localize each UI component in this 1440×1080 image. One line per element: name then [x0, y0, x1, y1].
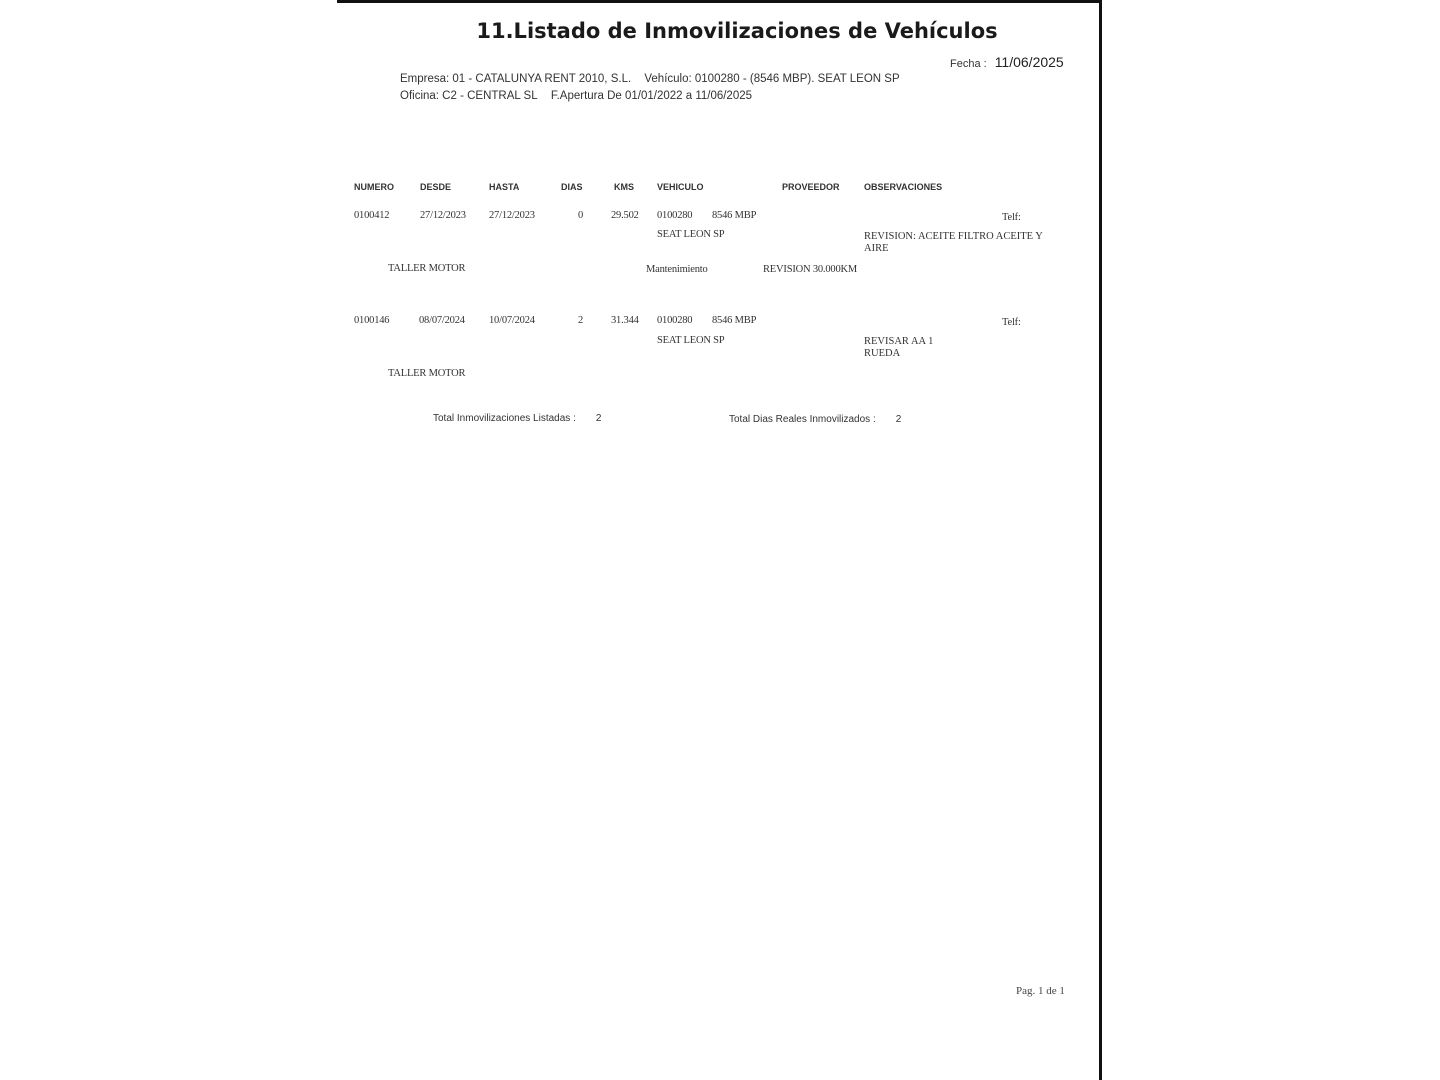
- cell-desde: 08/07/2024: [419, 315, 465, 326]
- col-header-hasta: HASTA: [489, 182, 520, 192]
- col-header-observaciones: OBSERVACIONES: [864, 182, 943, 192]
- cell-numero: 0100146: [354, 315, 390, 326]
- cell-observaciones: REVISAR AA 1 RUEDA: [864, 336, 934, 359]
- total-inmovilizaciones-value: 2: [595, 413, 602, 424]
- col-header-desde: DESDE: [420, 182, 452, 192]
- report-meta-line-2: [400, 90, 762, 102]
- cell-desde: 27/12/2023: [420, 210, 466, 221]
- col-header-vehiculo: VEHICULO: [657, 182, 704, 192]
- cell-motivo: REVISION 30.000KM: [763, 264, 858, 275]
- total-inmovilizaciones: [433, 413, 601, 424]
- cell-observaciones: REVISION: ACEITE FILTRO ACEITE Y AIRE: [864, 231, 1043, 254]
- total-dias-value: 2: [895, 414, 902, 425]
- cell-telf: Telf:: [1002, 317, 1021, 328]
- cell-proveedor: TALLER MOTOR: [388, 368, 466, 379]
- col-header-proveedor: PROVEEDOR: [782, 182, 840, 192]
- cell-proveedor: TALLER MOTOR: [388, 263, 466, 274]
- cell-hasta: 27/12/2023: [489, 210, 535, 221]
- cell-dias: 0: [578, 210, 584, 221]
- report-meta-line-1: [400, 73, 910, 85]
- report-date: [950, 54, 1064, 70]
- page-border-top: [337, 0, 1102, 3]
- cell-telf: Telf:: [1002, 212, 1021, 223]
- page-border-right: [1099, 0, 1102, 1080]
- cell-modelo: SEAT LEON SP: [657, 335, 725, 346]
- cell-dias: 2: [578, 315, 584, 326]
- total-dias: [729, 414, 901, 425]
- cell-vehiculo-code: 0100280: [657, 315, 693, 326]
- cell-matricula: 8546 MBP: [712, 210, 757, 221]
- date-value: 11/06/2025: [994, 54, 1064, 70]
- empresa-text: Empresa: 01 - CATALUNYA RENT 2010, S.L.: [400, 73, 632, 85]
- cell-vehiculo-code: 0100280: [657, 210, 693, 221]
- vehiculo-text: Vehículo: 0100280 - (8546 MBP). SEAT LEON SP: [644, 73, 900, 85]
- cell-kms: 29.502: [611, 210, 639, 221]
- total-inmovilizaciones-label: Total Inmovilizaciones Listadas :: [433, 413, 576, 424]
- cell-hasta: 10/07/2024: [489, 315, 535, 326]
- report-title: 11.Listado de Inmovilizaciones de Vehículos: [476, 19, 998, 43]
- date-label: Fecha :: [950, 58, 987, 70]
- apertura-text: F.Apertura De 01/01/2022 a 11/06/2025: [550, 90, 753, 102]
- cell-tipo: Mantenimiento: [646, 264, 708, 275]
- cell-numero: 0100412: [354, 210, 390, 221]
- col-header-dias: DIAS: [561, 182, 583, 192]
- col-header-numero: NUMERO: [354, 182, 394, 192]
- cell-kms: 31.344: [611, 315, 639, 326]
- col-header-kms: KMS: [614, 182, 634, 192]
- oficina-text: Oficina: C2 - CENTRAL SL: [400, 90, 538, 102]
- cell-matricula: 8546 MBP: [712, 315, 757, 326]
- total-dias-label: Total Dias Reales Inmovilizados :: [729, 414, 876, 425]
- cell-modelo: SEAT LEON SP: [657, 229, 725, 240]
- page-number: Pag. 1 de 1: [1016, 985, 1065, 997]
